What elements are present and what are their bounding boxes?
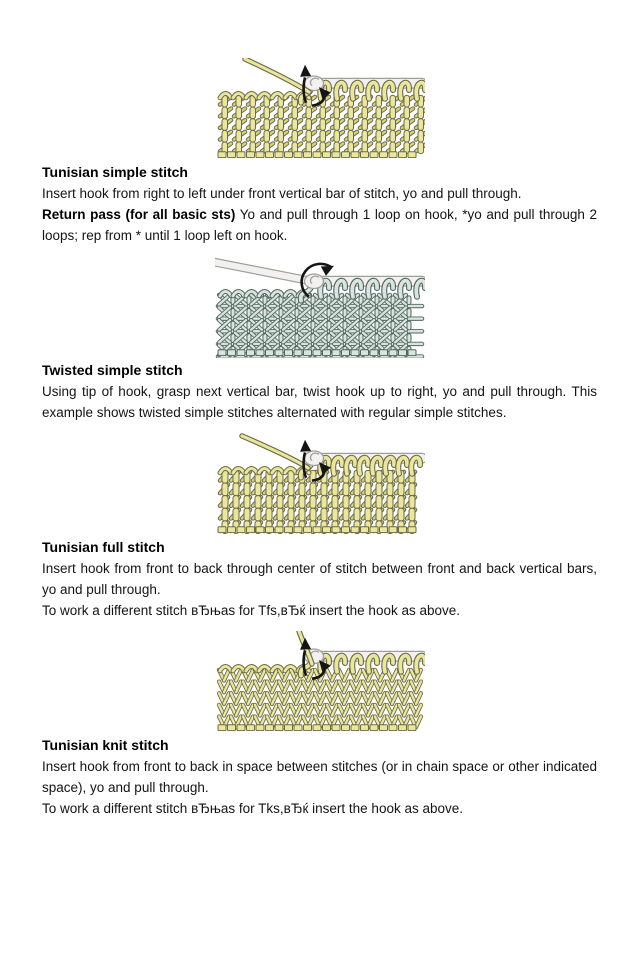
section-tunisian-simple-stitch	[42, 58, 597, 246]
section-heading: Tunisian full stitch	[42, 539, 165, 555]
section-paragraph	[42, 381, 597, 423]
tunisian-full-stitch-illustration	[215, 433, 425, 535]
section-heading: Tunisian simple stitch	[42, 164, 188, 180]
paragraph-text: Yo and pull through 1 loop on hook, *yo and pull through 2 loops; rep from * until 1 loop left on hook.	[42, 207, 597, 243]
section-tunisian-knit-stitch	[42, 631, 597, 819]
section-paragraph	[42, 600, 597, 621]
paragraph-text: To work a different stitch вЂњas for Tks,вЂќ insert the hook as above.	[42, 801, 463, 816]
paragraph-text: Insert hook from front to back through center of stitch between front and back vertical bars, yo and pull through.	[42, 561, 597, 597]
full-stitch-diagram-svg	[215, 433, 425, 535]
tunisian-knit-stitch-illustration	[215, 631, 425, 733]
twisted-stitch-diagram-svg	[215, 256, 425, 358]
section-paragraph	[42, 204, 597, 246]
section-paragraph	[42, 798, 597, 819]
twisted-simple-stitch-illustration	[215, 256, 425, 358]
section-paragraph	[42, 558, 597, 600]
tunisian-simple-stitch-illustration	[215, 58, 425, 160]
section-heading: Twisted simple stitch	[42, 362, 183, 378]
section-paragraph	[42, 183, 597, 204]
return-pass-label: Return pass (for all basic sts)	[42, 207, 236, 222]
simple-stitch-diagram-svg	[215, 58, 425, 160]
paragraph-text: Insert hook from right to left under front vertical bar of stitch, yo and pull through.	[42, 186, 522, 201]
section-twisted-simple-stitch	[42, 256, 597, 423]
knit-stitch-diagram-svg	[215, 631, 425, 733]
section-tunisian-full-stitch	[42, 433, 597, 621]
section-heading: Tunisian knit stitch	[42, 737, 169, 753]
paragraph-text: To work a different stitch вЂњas for Tfs,вЂќ insert the hook as above.	[42, 603, 460, 618]
section-paragraph	[42, 756, 597, 798]
paragraph-text: Using tip of hook, grasp next vertical bar, twist hook up to right, yo and pull through. This example shows twisted simple stitches alternated with regular simple stitches.	[42, 384, 597, 420]
paragraph-text: Insert hook from front to back in space between stitches (or in chain space or other indicated space), yo and pull through.	[42, 759, 597, 795]
